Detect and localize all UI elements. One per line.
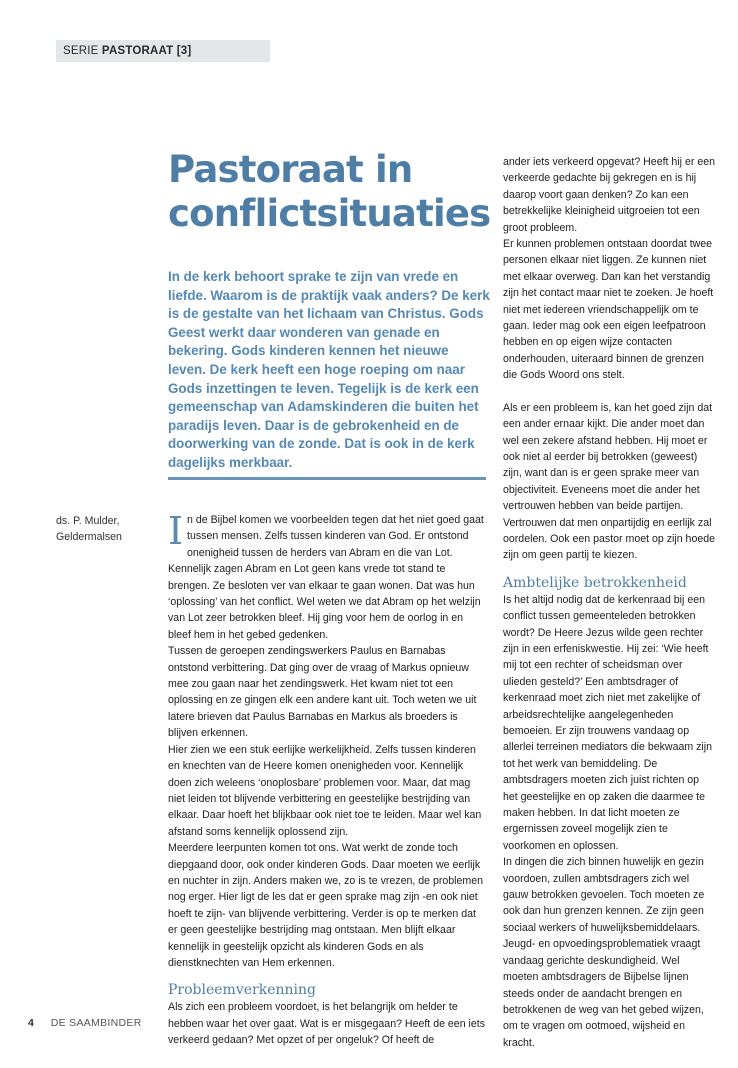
body-paragraph-4: Meerdere leerpunten komen tot ons. Wat werkt de zonde toch diepgaand door, ook onder kinderen Gods. Daar moeten we eerlijk en nuchter in zijn. Anders maken we, zo is te vrezen, de problemen nog erger. Hier ligt de les dat er geen sprake mag zijn -en ook niet hoeft te zijn- van blijvende verbittering. Verder is op te merken dat er geen geestelijke bestrijding mag ontstaan. Men blijft elkaar kennelijk in geestelijk opzicht als kinderen Gods en als dienstknechten van Hem erkennen.	[168, 842, 484, 969]
page-footer	[28, 1017, 142, 1029]
article-intro: In de kerk behoort sprake te zijn van vrede en liefde. Waarom is de praktijk vaak anders? De kerk is de gestalte van het lichaam van Christus. Gods Geest werkt daar wonderen van genade en bekering. Gods kinderen kennen het nieuwe leven. De kerk heeft een hoge roeping om naar Gods inzettingen te leven. Tegelijk is de kerk een gemeenschap van Adamskinderen die buiten het paradijs leven. Daar is de gebrokenheid en de doorwerking van de zonde. Dat is ook in de kerk dagelijks merkbaar.	[168, 269, 490, 470]
body-paragraph-5: Als zich een probleem voordoet, is het belangrijk om helder te hebben waar het over gaat. Wat is er misgegaan? Heeft de een iets verkeerd gedaan? Met opzet of per ongeluk? Of heeft de	[168, 1001, 486, 1047]
drop-cap: I	[168, 509, 184, 553]
main-column	[168, 509, 488, 1049]
right-paragraph-3: Als er een probleem is, kan het goed zijn dat een ander ernaar kijkt. Die ander moet dan wel een zekere afstand hebben. Hij moet er ook niet al eerder bij betrokken (geweest) zijn, want dan is er geen sprake meer van objectiviteit. Eveneens moet die ander het vertrouwen hebben van beide partijen. Vertrouwen dat men onpartijdig en eerlijk zal oordelen. Ook een pastor moet op zijn hoede zijn om geen partij te kiezen.	[503, 401, 716, 562]
series-prefix: SERIE	[63, 45, 99, 57]
body-paragraph-3: Hier zien we een stuk eerlijke werkelijkheid. Zelfs tussen kinderen en knechten van de Heere komen onenigheden voor. Kennelijk doen zich weleens ‘onoplosbare’ problemen voor. Maar, dat mag niet leiden tot blijvende verbittering en geestelijke bestrijding van elkaar. Daar hoeft het blijkbaar ook niet toe te leiden. Maar wel kan afstand soms kennelijk oplossend zijn.	[168, 743, 482, 838]
magazine-name: DE SAAMBINDER	[50, 1017, 142, 1029]
page-number: 4	[28, 1017, 34, 1029]
author-place: Geldermalsen	[56, 531, 122, 544]
right-paragraph-1: ander iets verkeerd opgevat? Heeft hij er een verkeerde gedachte bij gekregen en is hij daarop voort gaan denken? Zo kan een betrekkelijke kleinigheid uitgroeien tot een groot probleem.	[503, 156, 716, 234]
right-paragraph-4: Is het altijd nodig dat de kerkenraad bij een conflict tussen gemeenteleden betrokken wordt? De Heere Jezus wilde geen rechter zijn in een erfeniskwestie. Hij zei: ‘Wie heeft mij tot een rechter of scheidsman over ulieden gesteld?’ Een ambtsdrager of kerkenraad moet zich niet met zakelijke of arbeidsrechtelijke aangelegenheden bemoeien. Er zijn trouwens vandaag op allerlei terreinen mediators die bekwaam zijn tot het werk van bemiddeling. De ambtsdragers moeten zich juist richten op het geestelijke en op zaken die daarmee te maken hebben. In dat licht moeten ze ergernissen zoveel mogelijk zien te voorkomen en oplossen.	[503, 593, 713, 852]
body-paragraph-1-text: n de Bijbel komen we voorbeelden tegen dat het niet goed gaat tussen mensen. Zelfs tussen kinderen van God. Er ontstond onenigheid tussen de herders van Abram en die van Lot. Kennelijk zagen Abram en Lot geen kans vrede tot stand te brengen. Ze besloten ver van elkaar te gaan wonen. Dat was hun ‘oplossing’ van het conflict. Wel weten we dat Abram op het welzijn van Lot zeer betrokken bleef. Hij ging voor hem de oorlog in en bleef hem in het gebed gedenken.	[168, 514, 484, 641]
subheading-ambtelijke-betrokkenheid: Ambtelijke betrokkenheid	[503, 574, 687, 591]
series-name: PASTORAAT [3]	[101, 45, 192, 57]
intro-divider	[168, 477, 486, 480]
body-paragraph-2: Tussen de geroepen zendingswerkers Paulus en Barnabas ontstond verbittering. Dat ging over de vraag of Markus opnieuw mee zou gaan naar het zendingswerk. Het kwam niet tot een oplossing en ze gingen elk een andere kant uit. Toch weten we uit latere brieven dat Paulus Barnabas en Markus als broeders is blijven erkennen.	[168, 645, 477, 740]
article-title: Pastoraat in conflictsituaties	[168, 148, 491, 235]
right-paragraph-5: In dingen die zich binnen huwelijk en gezin voordoen, zullen ambtsdragers zich wel gauw betrokken gevoelen. Toch moeten ze ook dan hun grenzen kennen. Ze zijn geen sociaal werkers of huwelijksbemiddelaars. Jeugd- en opvoedingsproblematiek vraagt vandaag gerichte deskundigheid. Wel moeten ambtsdragers de Bijbelse lijnen steeds onder de aandacht brengen en betrokkenen de weg van het gebed wijzen, om te vragen om ootmoed, wijsheid en kracht.	[503, 856, 705, 1049]
series-label	[56, 40, 270, 62]
right-column	[503, 154, 715, 1051]
right-paragraph-2: Er kunnen problemen ontstaan doordat twee personen elkaar niet liggen. Ze kunnen niet met elkaar overweg. Dan kan het verstandig zijn het contact maar niet te zoeken. Je hoeft niet met iedereen vriendschappelijk om te gaan. Ieder mag ook een eigen leefpatroon hebben en op eigen wijze contacten onderhouden, uiteraard binnen de grenzen die Gods Woord ons stelt.	[503, 238, 714, 382]
author-name: ds. P. Mulder,	[56, 515, 120, 527]
subheading-probleemverkenning: Probleemverkenning	[168, 982, 316, 999]
body-paragraph-1	[168, 509, 488, 643]
paragraph-gap	[503, 384, 715, 400]
author-byline	[56, 513, 156, 546]
